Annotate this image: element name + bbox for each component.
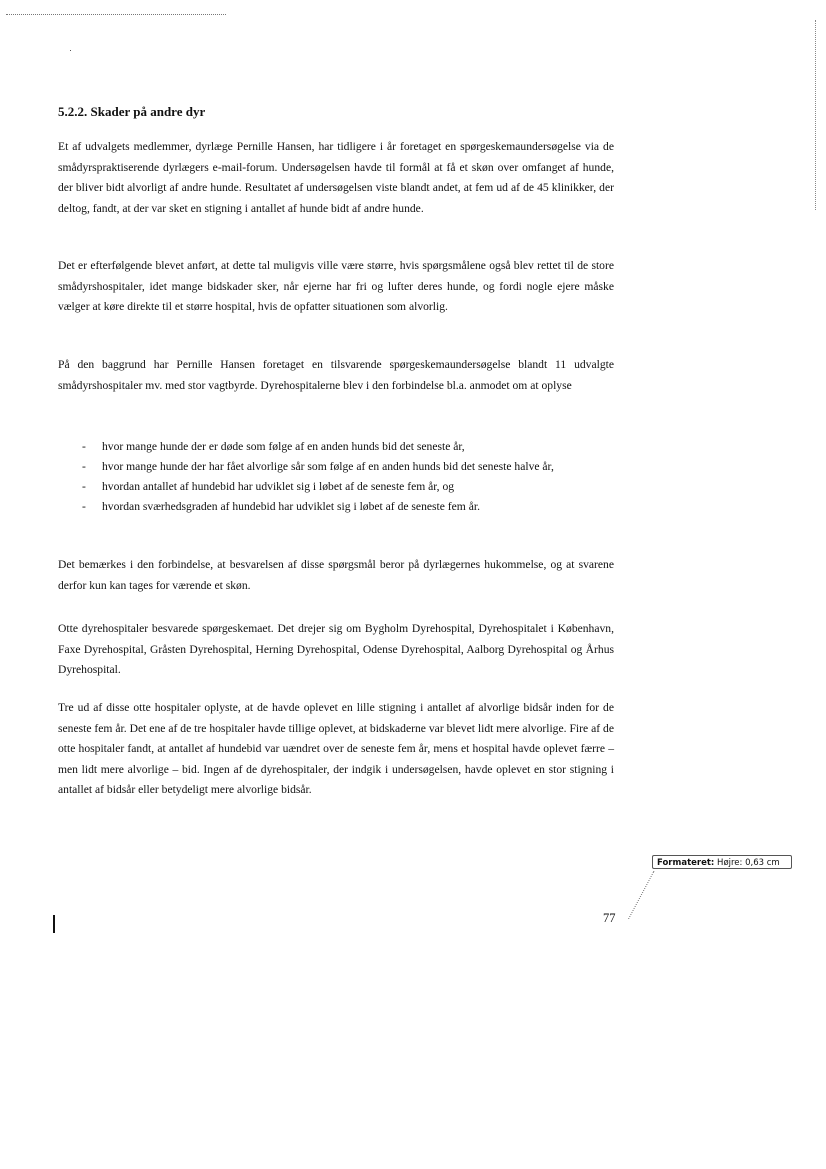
list-item (58, 457, 614, 477)
change-bar (53, 915, 55, 933)
page-number: 77 (603, 911, 616, 925)
list-item (58, 437, 614, 457)
list-item (58, 497, 614, 517)
scan-edge-right (815, 20, 816, 210)
paragraph-note: Det bemærkes i den forbindelse, at besvarelsen af disse spørgsmål beror på dyrlægernes hukommelse, og at svarene derfor kun kan tages for værende et skøn. (58, 558, 614, 592)
bullet-dash: - (82, 440, 86, 453)
list-item-text: hvordan sværhedsgraden af hundebid har udviklet sig i løbet af de seneste fem år. (102, 500, 480, 513)
bullet-dash: - (82, 460, 86, 473)
paragraph-results: Tre ud af disse otte hospitaler oplyste, at de havde oplevet en lille stigning i antallet af alvorlige bidsår inden for de seneste fem år. Det ene af de tre hospitaler havde tillige oplevet, at bidskaderne var blevet lidt mere alvorlige. Fire af de otte hospitaler fandt, at antallet af hundebid var uændret over de seneste fem år, mens et hospital havde oplevet færre – men lidt mere alvorlige – bid. Ingen af de dyrehospitaler, der indgik i undersøgelsen, havde oplevet en stor stigning i antallet af bidsår eller betydeligt mere alvorlige bidsår. (58, 701, 614, 796)
format-comment-balloon[interactable] (652, 855, 792, 869)
list-item-text: hvor mange hunde der har fået alvorlige sår som følge af en anden hunds bid det seneste halve år, (102, 460, 554, 473)
paragraph-intro: Et af udvalgets medlemmer, dyrlæge Pernille Hansen, har tidligere i år foretaget en spørgeskemaundersøgelse via de smådyrspraktiserende dyrlægers e-mail-forum. Undersøgelsen havde til formål at få et skøn over omfanget af hunde, der bliver bidt alvorligt af andre hunde. Resultatet af undersøgelsen viste blandt andet, at fem ud af de 45 klinikker, der deltog, fandt, at der var sket en stigning i antallet af hunde bidt af andre hunde. (58, 140, 614, 215)
section-heading: 5.2.2. Skader på andre dyr (58, 104, 206, 119)
paragraph-subsequent: Det er efterfølgende blevet anført, at dette tal muligvis ville være større, hvis spørgsmålene også blev rettet til de store smådyrshospitaler, idet mange bidskader sker, når ejerne har fri og lufter deres hunde, og fordi nogle ejere måske vælger at køre direkte til et større hospital, hvis de opfatter situationen som alvorlig. (58, 259, 614, 313)
bullet-dash: - (82, 500, 86, 513)
paragraph-background: På den baggrund har Pernille Hansen foretaget en tilsvarende spørgeskemaundersøgelse blandt 11 udvalgte smådyrshospitaler mv. med stor vagtbyrde. Dyrehospitalerne blev i den forbindelse bl.a. anmodet om at oplyse (58, 358, 614, 392)
scan-speck (70, 50, 71, 51)
list-item-text: hvordan antallet af hundebid har udviklet sig i løbet af de seneste fem år, og (102, 480, 455, 493)
bullet-dash: - (82, 480, 86, 493)
comment-connector (628, 871, 655, 919)
comment-text: Højre: 0,63 cm (717, 858, 780, 868)
question-list (58, 437, 614, 517)
comment-label: Formateret: (657, 858, 715, 868)
scan-edge-top (6, 14, 226, 15)
list-item-text: hvor mange hunde der er døde som følge af en anden hunds bid det seneste år, (102, 440, 465, 453)
paragraph-respondents: Otte dyrehospitaler besvarede spørgeskemaet. Det drejer sig om Bygholm Dyrehospital, Dyrehospitalet i København, Faxe Dyrehospital, Gråsten Dyrehospital, Herning Dyrehospital, Odense Dyrehospital, Aalborg Dyrehospital og Århus Dyrehospital. (58, 622, 614, 676)
list-item (58, 477, 614, 497)
